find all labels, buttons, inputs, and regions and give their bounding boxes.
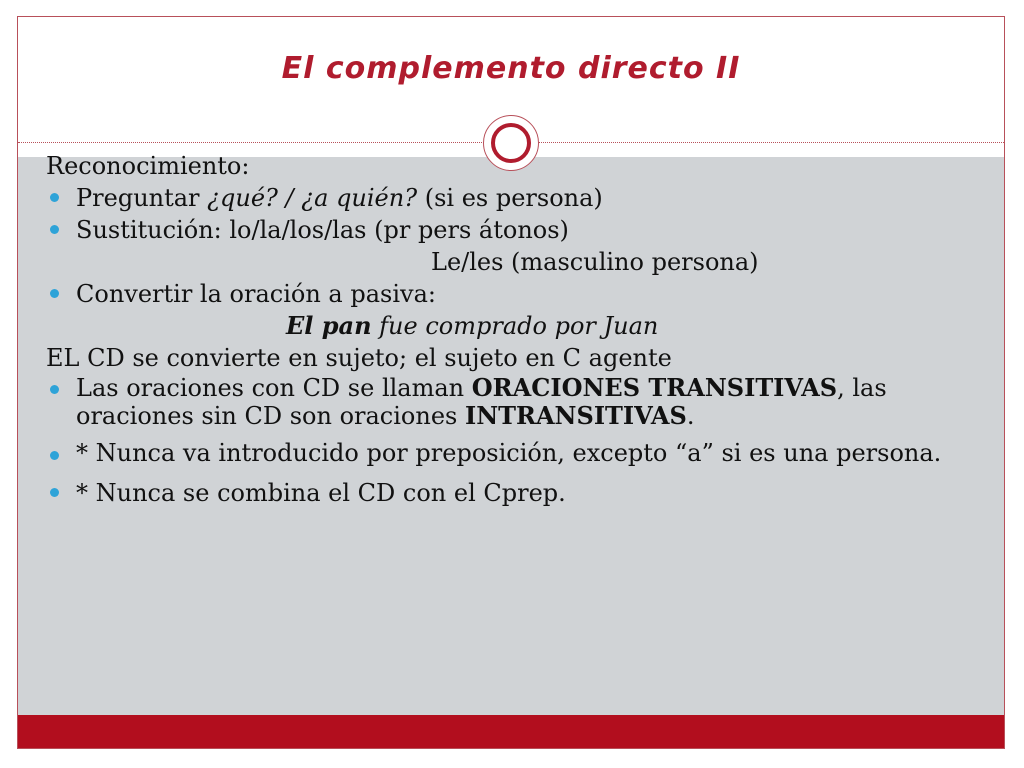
footer-bar: [18, 715, 1004, 749]
text-el-cd: EL CD se convierte en sujeto; el sujeto en C agente: [46, 344, 672, 372]
bullet-nunca-preposicion: * Nunca va introducido por preposición, excepto “a” si es una persona.: [46, 440, 976, 467]
transitivas-bold1: ORACIONES TRANSITIVAS: [471, 373, 838, 402]
example-sentence: [46, 310, 976, 342]
slide-body: [46, 150, 976, 509]
transitivas-part2: , las oraciones sin CD son oraciones: [76, 374, 887, 430]
slide-title: El complemento directo II: [281, 51, 741, 86]
text-le-les: Le/les (masculino persona): [431, 248, 759, 276]
bullet-convertir: Convertir la oración a pasiva:: [46, 278, 976, 310]
example-subject: El pan: [286, 311, 372, 340]
bullet-preguntar: [46, 182, 976, 214]
bullet-nunca-combina: * Nunca se combina el CD con el Cprep.: [46, 477, 976, 509]
preguntar-italic: ¿qué? / ¿a quién?: [207, 184, 418, 212]
bullet-sustitucion: Sustitución: lo/la/los/las (pr pers átonos): [46, 214, 976, 246]
preguntar-suffix: (si es persona): [417, 184, 603, 212]
example-predicate: fue comprado por Juan: [371, 312, 659, 340]
preguntar-prefix: Preguntar: [76, 184, 208, 212]
text-reconocimiento: Reconocimiento:: [46, 152, 250, 180]
transitivas-bold2: INTRANSITIVAS: [464, 401, 687, 430]
transitivas-part1: Las oraciones con CD se llaman: [76, 374, 472, 402]
bullet-transitivas: [46, 374, 976, 430]
transitivas-part3: .: [686, 402, 695, 430]
